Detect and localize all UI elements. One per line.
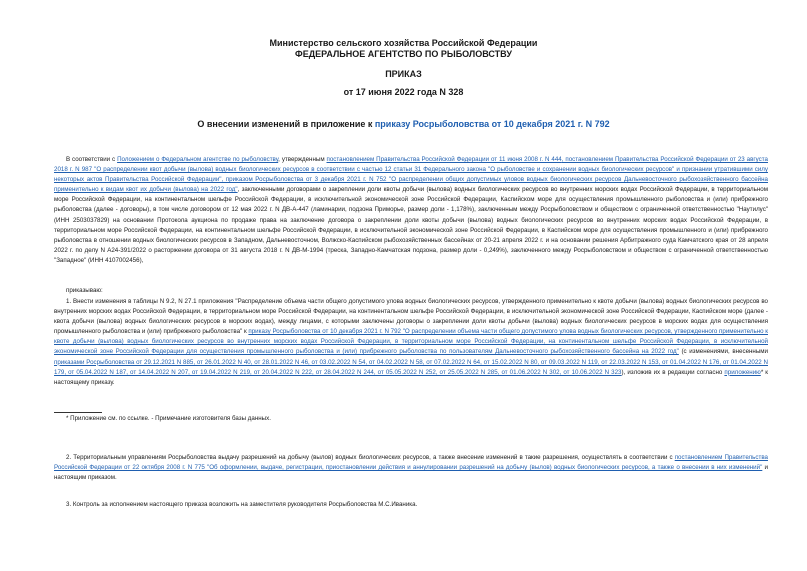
item-1-paragraph: 1. Внести изменения в таблицы N 9.2, N 27.1 приложения "Распределение объема части общего допустимого улова водных биологических ресурсов, утвержденного применительно к квоте добычи (вылова) водных биологических ресурсов во внутренних морских водах Российской Федерации, в территориальном море Российской Федерации, на континентальном шельфе Российской Федерации, в исключительной экономической зоне Российской Федерации, Каспийском море (далее - квота добычи (вылова) водных биологических ресурсов в морских водах), между лицами, с которыми заключены договоры о закреплении доли квоты добычи (вылова) водных биологических ресурсов в морских водах для осуществления промышленного рыболовства и (или) прибрежного рыболовства" к приказу Росрыболовства от 10 декабря 2021 г. N 792 "О распределении объема части общего допустимого улова водных биологических ресурсов, утвержденного применительно к квоте добычи (вылова) водных биологических ресурсов во внутренних морских водах Российской Федерации, в территориальном море Российской Федерации, на континентальном шельфе Российской Федерации, в исключительной экономической зоне Российской Федерации для осуществления промышленного рыболовства и (или) прибрежного рыболовства по пользователям Дальневосточного рыбохозяйственного бассейна на 2022 год" (с изменениями, внесенными приказами Росрыболовства от 29.12.2021 N 885, от 26.01.2022 N 40, от 28.01.2022 N 46, от 03.02.2022 N 54, от 04.02.2022 N 58, от 07.02.2022 N 64, от 15.02.2022 N 80, от 09.03.2022 N 119, от 22.03.2022 N 153, от 01.04.2022 N 176, от 01.04.2022 N 179, от 05.04.2022 N 187, от 14.04.2022 N 207, от 19.04.2022 N 219, от 20.04.2022 N 222, от 28.04.2022 N 244, от 05.05.2022 N 252, от 25.05.2022 N 285, от 01.06.2022 N 302, от 10.06.2022 N 323), изложив их в редакции согласно приложению* к настоящему приказу. bbox=[54, 298, 769, 386]
amending-orders-link[interactable]: приказами Росрыболовства от 29.12.2021 N 885, от 26.01.2022 N 40, от 28.01.2022 N 46, от 03.02.2022 N 54, от 04.02.2022 N 58, от 07.02.2022 N 64, от 15.02.2022 N 80, от 09.03.2022 N 119, от 22.03.2022 N 153, от 01.04.2022 N 176, от 01.04.2022 N 179, от 05.04.2022 N 187, от 14.04.2022 N 207, от 19.04.2022 N 219, от 20.04.2022 N 222, от 28.04.2022 N 244, от 05.05.2022 N 252, от 25.05.2022 N 285, от 01.06.2022 N 302, от 10.06.2022 N 323 bbox=[54, 358, 768, 376]
agency-name: ФЕДЕРАЛЬНОЕ АГЕНТСТВО ПО РЫБОЛОВСТВУ bbox=[295, 49, 512, 59]
footnote-divider bbox=[54, 412, 102, 413]
ministry-name: Министерство сельского хозяйства Российской Федерации bbox=[269, 38, 538, 48]
regulation-link[interactable]: Положением о Федеральном агентстве по рыболовству bbox=[117, 156, 279, 163]
document-date-number: от 17 июня 2022 года N 328 bbox=[343, 87, 464, 97]
title-text: О внесении изменений в приложение к bbox=[197, 119, 375, 129]
government-decree-444-link[interactable]: постановлением Правительства Российской Федерации от 11 июня 2008 г. N 444 bbox=[326, 156, 562, 163]
document-title bbox=[0, 119, 807, 129]
order-word: приказываю: bbox=[66, 287, 103, 294]
footnote: * Приложение см. по ссылке. - Примечание изготовителя базы данных. bbox=[66, 415, 271, 422]
item-3-paragraph: 3. Контроль за исполнением настоящего приказа возложить на заместителя руководителя Росрыболовства М.С.Иваника. bbox=[66, 501, 418, 508]
order-792-link[interactable]: приказу Росрыболовства от 10 декабря 2021 г. N 792 bbox=[248, 328, 401, 336]
document-type: ПРИКАЗ bbox=[385, 69, 422, 79]
order-792-title-link[interactable]: "О распределении объема части общего допустимого улова водных биологических ресурсов, утвержденного применительно к квоте добычи (вылова) водных биологических ресурсов во внутренних морских водах Российской Федерации, в территориальном море Российской Федерации, на континентальном шельфе Российской Федерации, в исключительной экономической зоне Российской Федерации для осуществления промышленного рыболовства и (или) прибрежного рыболовства по пользователям Дальневосточного рыбохозяйственного бассейна на 2022 год" bbox=[54, 328, 768, 356]
government-decree-775-link[interactable]: постановлением Правительства Российской Федерации от 22 октября 2008 г. N 775 "Об оформлении, выдаче, регистрации, приостановлении действия и аннулировании разрешений на добычу (вылов) водных биологических ресурсов, а также о внесении в них изменений" bbox=[54, 454, 768, 472]
appendix-link[interactable]: приложению bbox=[724, 368, 761, 376]
title-order-link[interactable]: приказу Росрыболовства от 10 декабря 2021 г. N 792 bbox=[374, 119, 610, 129]
decree-987-and-order-752-link[interactable]: , постановлением Правительства Российской Федерации от 23 августа 2018 г. N 987 "О распределении квот добычи (вылова) водных биологических ресурсов в соответствии с частью 12 статьи 31 Федерального закона "О рыболовстве и сохранении водных биологических ресурсов" и признании утратившими силу некоторых актов Правительства Российской Федерации", приказом Росрыболовства от 3 декабря 2021 г. N 752 "О распределении общих допустимых уловов водных биологических ресурсов Дальневосточного рыбохозяйственного бассейна применительно к видам квот их добычи (вылова) на 2022 год" bbox=[54, 156, 768, 194]
preamble-paragraph: В соответствии с Положением о Федеральном агентстве по рыболовству, утвержденным постановлением Правительства Российской Федерации от 11 июня 2008 г. N 444, постановлением Правительства Российской Федерации от 23 августа 2018 г. N 987 "О распределении квот добычи (вылова) водных биологических ресурсов в соответствии с частью 12 статьи 31 Федерального закона "О рыболовстве и сохранении водных биологических ресурсов" и признании утратившими силу некоторых актов Правительства Российской Федерации", приказом Росрыболовства от 3 декабря 2021 г. N 752 "О распределении общих допустимых уловов водных биологических ресурсов Дальневосточного рыбохозяйственного бассейна применительно к видам квот их добычи (вылова) на 2022 год", заключенными договорами о закреплении доли квоты добычи (вылова) водных биологических ресурсов во внутренних морских водах Российской Федерации, в территориальном море Российской Федерации, на континентальном шельфе Российской Федерации, в исключительной экономической зоне Российской Федерации, Каспийском море для осуществления промышленного рыболовства и (или) прибрежного рыболовства (далее - договоры), в том числе договором от 12 мая 2022 г. N ДВ-А-447 (ламинарии, подзона Приморье, размер доли - 1,178%), заключенным между Росрыболовством и обществом с ограниченной ответственностью "Наутилус" (ИНН 2503037829) на основании Протокола аукциона по продаже права на заключение договора о закреплении доли квоты добычи (вылова) водных биологических ресурсов во внутренних морских водах Российской Федерации, в территориальном море Российской Федерации, на континентальном шельфе Российской Федерации, в исключительной экономической зоне Российской Федерации, в Каспийском море для осуществления промышленного и (или) прибрежного рыболовства в отношении водных биологических ресурсов в Западном, Дальневосточном, Волжско-Каспийском рыбохозяйственных бассейнах от 20-21 апреля 2022 г. и на основании решения Арбитражного суда Камчатского края от 28 апреля 2022 г. по делу N А24-391/2022 о расторжении договора от 31 августа 2018 г. N ДВ-М-1994 (треска, Западно-Камчатская подзона, размер доли - 0,249%), заключенного между Росрыболовством и обществом с ограниченной ответственностью "Западное" (ИНН 4107002456), bbox=[54, 156, 768, 264]
item-2-paragraph: 2. Территориальным управлениям Росрыболовства выдачу разрешений на добычу (вылов) водных биологических ресурсов, а также внесение изменений в такие разрешения, осуществлять в соответствии с постановлением Правительства Российской Федерации от 22 октября 2008 г. N 775 "Об оформлении, выдаче, регистрации, приостановлении действия и аннулировании разрешений на добычу (вылов) водных биологических ресурсов, а также о внесении в них изменений" и настоящим приказом. bbox=[54, 454, 768, 482]
